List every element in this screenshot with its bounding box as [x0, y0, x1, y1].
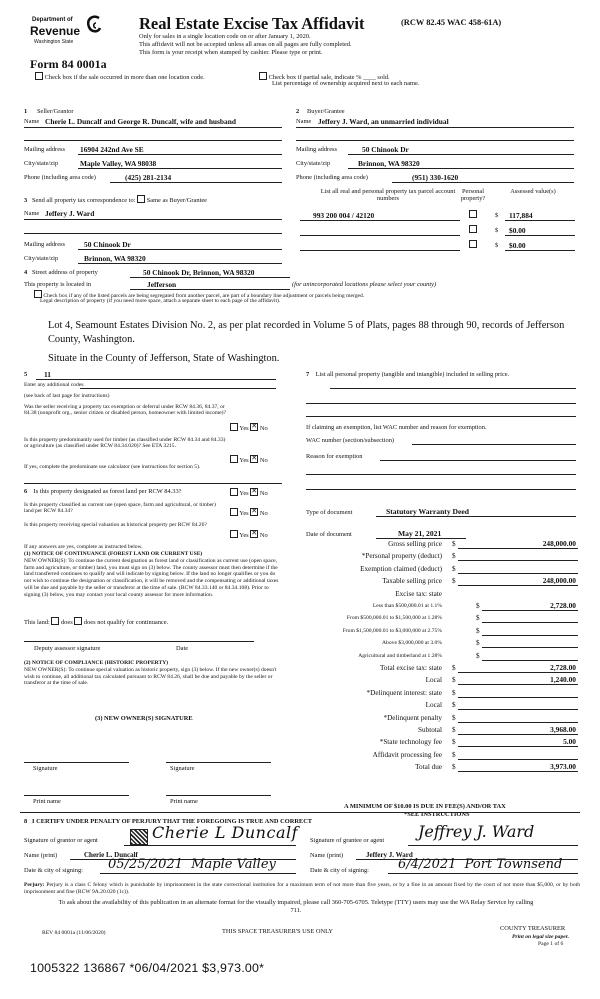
tax-row-value[interactable]: 248,000.00 [542, 539, 576, 548]
subtitle-3: This form is your receipt when stamped by cashier. Please type or print. [139, 49, 323, 56]
grantee-date-city[interactable]: 6/4/2021 Port Townsend [398, 857, 563, 872]
new-owner-signature-title: (3) NEW OWNER(S) SIGNATURE [95, 715, 193, 722]
s3-name-label: Name [24, 210, 40, 217]
doc-type-value[interactable]: Statutory Warranty Deed [386, 507, 469, 516]
form-title-ref: (RCW 82.45 WAC 458-61A) [401, 18, 502, 27]
s8-number: 8 [24, 818, 28, 825]
tax-dollar-sign: $ [452, 738, 456, 747]
tax-dollar-sign: $ [476, 614, 480, 623]
no-label: No [259, 490, 268, 497]
s2-phone-value[interactable]: (951) 330-1620 [412, 173, 459, 182]
s5-q1-answer [230, 423, 268, 432]
s7-number: 7 [306, 371, 310, 378]
tax-dollar-sign: $ [476, 639, 480, 648]
s4-legal-label: Legal description of property (if you need more space, attach a separate sheet to each page of the affidavit). [40, 298, 281, 304]
s2-phone-label: Phone (including area code) [296, 174, 368, 181]
assessed-value[interactable]: 117,884 [509, 211, 533, 220]
dept-line3: Washington State [34, 39, 74, 45]
s1-mail-label: Mailing address [24, 146, 65, 153]
s5-q2-answer [230, 455, 268, 464]
tax-dollar-sign: $ [452, 540, 456, 548]
s1-city-label: City/state/zip [24, 160, 59, 167]
tax-dollar-sign: $ [452, 552, 456, 561]
yes-label: Yes [239, 510, 249, 517]
tax-row-label: Local [425, 701, 442, 710]
deputy-signature-label: Deputy assessor signature [34, 645, 101, 652]
does-checkbox[interactable] [51, 617, 59, 625]
tax-row-label: Affidavit processing fee [372, 750, 442, 759]
tax-row-label: Less than $500,000.01 at 1.1% [372, 603, 442, 609]
no-label: No [259, 425, 268, 432]
personal-col-header: Personal property? [460, 188, 486, 203]
personal-property-checkbox[interactable] [469, 240, 477, 248]
print-name-label: Print name [33, 798, 61, 805]
s2-name-value[interactable]: Jeffery J. Ward, an unmarried individual [318, 117, 449, 126]
tax-row-label: Exemption claimed (deduct) [360, 564, 442, 573]
parcel-col-header: List all real and personal property tax parcel account numbers [320, 188, 456, 203]
tax-row-label: Taxable selling price [382, 577, 442, 586]
no-checkbox[interactable] [250, 455, 258, 463]
no-checkbox[interactable] [250, 488, 258, 496]
s1-city-value[interactable]: Maple Valley, WA 98038 [80, 159, 157, 168]
s6-question-3: Is this property receiving special valuation as historical property per RCW 84.26? [24, 522, 207, 528]
s3-mail-label: Mailing address [24, 241, 65, 248]
s1-mail-value[interactable]: 16904 242nd Ave SE [80, 145, 144, 154]
s4-address-value[interactable]: 50 Chinook Dr, Brinnon, WA 98320 [143, 268, 255, 277]
s4-location-value[interactable]: Jefferson [147, 280, 177, 289]
s6-question-2: Is this property classified as current use (open space, farm and agricultural, or timber) land per RCW 84.34? [24, 502, 216, 515]
notice-compliance-text: NEW OWNER(S): To continue special valuation as historic property, sign (3) below. If the new owner(s) doesn't wish to continue, all additional tax calculated pursuant to RCW 84.26, shall be due and payable by the seller or transferor at the time of sale. [24, 667, 277, 687]
yes-checkbox[interactable] [230, 488, 238, 496]
assessed-value[interactable]: $0.00 [509, 241, 526, 250]
sold-label: sold. [377, 74, 390, 81]
s6-q1-text: Is this property designated as forest land per RCW 84.33? [33, 488, 182, 495]
s5-code[interactable]: 11 [44, 370, 51, 379]
check-multi-label: Check box if the sale occurred in more than one location code. [44, 74, 205, 81]
wac-number-label: WAC number (section/subsection) [306, 437, 395, 444]
s3-city-label: City/state/zip [24, 255, 59, 262]
check-partial-sale[interactable]: Check box if partial sale, indicate % ____ sold. [259, 72, 390, 81]
does-label: does [60, 619, 73, 626]
tax-row-value[interactable]: 5.00 [563, 737, 576, 747]
s5-instructions: (see back of last page for instructions) [24, 393, 110, 399]
revenue-logo [30, 14, 100, 50]
situate-text: Situate in the County of Jefferson, State of Washington. [48, 353, 280, 364]
s2-city-label: City/state/zip [296, 160, 331, 167]
yes-label: Yes [239, 457, 249, 464]
tax-dollar-sign: $ [452, 577, 456, 586]
s2-mail-value[interactable]: 50 Chinook Dr [362, 145, 409, 154]
s3-name-value[interactable]: Jeffery J. Ward [45, 209, 95, 218]
grantor-name[interactable]: Cherie L. Duncalf [84, 851, 138, 859]
s6-q3-answer [230, 530, 268, 539]
tax-dollar-sign: $ [452, 688, 456, 697]
s1-name-value[interactable]: Cherie L. Duncalf and George R. Duncalf, wife and husband [45, 117, 236, 126]
notice-continuance-text: NEW OWNER(S): To continue the current designation as forest land or classification as current use (open space, farm and agriculture, or timber) land, you must sign on (3) below. The county assessor must then determine if the land transferred continues to qualify and will indicate by signing below. If the land no longer qualifies or you do not wish to continue the designation or classification, it will be removed and the compensating or additional taxes will be due and payable by the seller or transferor at the time of sale. (RCW 84.33.140 or 84.34.108). Prior to signing (3) below, you may contact your local county assessor for more information. [24, 558, 279, 598]
s2-name-label: Name [296, 118, 312, 125]
s2-city-value[interactable]: Brinnon, WA 98320 [358, 159, 420, 168]
tax-dollar-sign: $ [476, 651, 480, 660]
tax-row-value[interactable]: 2,728.00 [550, 601, 576, 610]
s3-city-value[interactable]: Brinnon, WA 98320 [84, 254, 146, 263]
subtitle-1: Only for sales in a single location code on or after January 1, 2020. [139, 33, 311, 40]
yes-label: Yes [239, 425, 249, 432]
tax-row-label: *State technology fee [379, 738, 442, 747]
notice-compliance-title: (2) NOTICE OF COMPLIANCE (HISTORIC PROPERTY) [24, 660, 169, 666]
s3-text: Send all property tax correspondence to: [32, 197, 136, 204]
partial-sale-checkbox[interactable] [259, 72, 267, 80]
perjury-notice [24, 882, 580, 896]
assessed-col-header: Assessed value(s) [510, 188, 556, 195]
does-not-label: does not qualify for continuance. [83, 619, 169, 626]
doc-type-label: Type of document [306, 509, 353, 516]
doc-date-value[interactable]: May 21, 2021 [398, 529, 442, 538]
s6-q2-answer [230, 508, 268, 517]
s5-question-1: Was the seller receiving a property tax exemption or deferral under RCW 84.36, 84.37, or 84.38 (nonprofit org., senior citizen or disabled person, homeowner with limited income)? [24, 404, 227, 417]
tax-row-value[interactable]: 3,973.00 [550, 762, 576, 772]
assessed-dollar: $ [495, 227, 499, 234]
minimum-due-notice: A MINIMUM OF $10.00 IS DUE IN FEE(S) AND/OR TAX [344, 803, 506, 810]
tax-row-label: Agricultural and timberland at 1.28% [358, 652, 442, 659]
no-label: No [259, 532, 268, 539]
signature-label: Signature [33, 765, 58, 772]
grantee-signature[interactable]: Jeffrey J. Ward [418, 822, 535, 841]
perjury-label: Perjury: [24, 882, 45, 888]
s3-same-label: Same as Buyer/Grantee [146, 197, 208, 204]
s6-question-1 [24, 488, 182, 495]
tax-row-label: Local [425, 676, 442, 685]
deputy-date-label: Date [176, 645, 189, 652]
no-checkbox[interactable] [250, 530, 258, 538]
s4-address-line [24, 269, 98, 276]
tax-row-label: *Delinquent interest: state [366, 688, 442, 697]
s2-mail-label: Mailing address [296, 146, 337, 153]
legal-description[interactable]: Lot 4, Seamount Estates Division No. 2, as per plat recorded in Volume 5 of Plats, pages 88 through 90, records of Jefferson County, Washington. [48, 320, 565, 345]
s4-location-label: This property is located in [24, 281, 92, 288]
s5-question-2: Is this property predominantly used for timber (as classified under RCW 84.34 and 84.33) or agriculture (as classified under RCW 84.34.020)? See ETA 3215. [24, 437, 226, 450]
tax-row-label: Total due [415, 763, 442, 772]
no-checkbox[interactable] [250, 508, 258, 516]
land-qualify [24, 617, 168, 626]
grantor-date-city[interactable]: 05/25/2021 Maple Valley [108, 857, 276, 872]
list-percentage: List percentage of ownership acquired next to each name. [272, 80, 420, 87]
assessed-value[interactable]: $0.00 [509, 226, 526, 235]
tax-row-value[interactable]: 3,968.00 [550, 725, 576, 734]
tax-row-label: From $1,500,000.01 to $3,000,000 at 2.75% [342, 627, 442, 634]
yes-label: Yes [239, 490, 249, 497]
s6-q1-answer [230, 488, 268, 497]
dept-line2: Revenue [30, 24, 81, 38]
s2-title: Buyer/Grantee [307, 108, 345, 115]
print-name-label: Print name [170, 798, 198, 805]
availability-notice: To ask about the availability of this publication in an alternate format for the visually impaired, please call 360-705-6705. Teletype (TTY) users may use the WA Relay Service by calling 711. [58, 899, 534, 914]
s8-title: I CERTIFY UNDER PENALTY OF PERJURY THAT THE FOREGOING IS TRUE AND CORRECT [32, 818, 313, 825]
yes-checkbox[interactable] [230, 423, 238, 431]
grantor-signature-label: Signature of grantor or agent [24, 837, 98, 844]
s1-phone-label: Phone (including area code) [24, 174, 96, 181]
grantee-name[interactable]: Jeffery J. Ward [366, 851, 413, 859]
doc-date-label: Date of document [306, 531, 352, 538]
s4-number: 4 [24, 269, 28, 276]
exemption-label: If claiming an exemption, list WAC number and reason for exemption. [306, 424, 487, 431]
tax-dollar-sign: $ [452, 701, 456, 710]
grantor-stamp-icon [130, 829, 148, 845]
tax-row-label: Excise tax: state [395, 589, 442, 598]
revision-number: REV 84 0001a (11/06/2020) [42, 930, 106, 936]
form-number: Form 84 0001a [30, 57, 107, 71]
no-label: No [259, 510, 268, 517]
assessed-dollar: $ [495, 242, 499, 249]
grantee-name-label: Name (print) [310, 852, 344, 859]
tax-row-label: Gross selling price [388, 540, 442, 548]
no-label: No [259, 457, 268, 464]
parcel-number[interactable]: 993 200 004 / 42120 [313, 211, 375, 220]
s2-number: 2 [296, 108, 300, 115]
tax-row-value[interactable]: 1,240.00 [550, 675, 576, 685]
personal-property-checkbox[interactable] [469, 225, 477, 233]
s5-additional-codes: Enter any additional codes [24, 382, 84, 388]
segregation-checkbox[interactable] [34, 290, 42, 298]
tax-row-value[interactable]: 248,000.00 [542, 576, 576, 586]
multi-location-checkbox[interactable] [35, 72, 43, 80]
s3-mail-value[interactable]: 50 Chinook Dr [84, 240, 131, 249]
tax-row-label: Above $3,000,000 at 3.0% [382, 640, 442, 647]
notice-continuance-title: (1) NOTICE OF CONTINUANCE (FOREST LAND OR CURRENT USE) [24, 551, 203, 557]
s4-seg-label: Check box if any of the listed parcels are being segregated from another parcel, are part of a boundary line adjustment or parcels being merged. [43, 293, 365, 299]
s4-address-label: Street address of property [32, 269, 98, 276]
county-treasurer: COUNTY TREASURER [500, 925, 566, 932]
page-number: Page 1 of 6 [538, 941, 564, 947]
s1-number: 1 [24, 108, 28, 115]
grantor-date-label: Date & city of signing: [24, 867, 83, 874]
subtitle-2: This affidavit will not be accepted unless all areas on all pages are fully completed. [139, 41, 352, 48]
check-partial-label: Check box if partial sale, indicate % [268, 74, 362, 81]
exemption-reason-label: Reason for exemption [306, 453, 363, 460]
receipt-stamp: 1005322 136867 *06/04/2021 $3,973.00* [30, 961, 265, 975]
tax-row-label: Subtotal [418, 726, 442, 734]
tax-row-label: *Personal property (deduct) [361, 552, 442, 561]
no-checkbox[interactable] [250, 423, 258, 431]
s3-line [24, 195, 207, 204]
tax-dollar-sign: $ [476, 602, 480, 610]
dept-line1: Department of [32, 17, 73, 23]
tax-row-label: From $500,000.01 to $1,500,000 at 1.28% [346, 615, 442, 622]
does-not-checkbox[interactable] [74, 617, 82, 625]
legal-paper-note: Print on legal size paper. [512, 934, 570, 940]
assessed-dollar: $ [495, 212, 499, 219]
tax-dollar-sign: $ [452, 564, 456, 573]
s4-location-note: (for unincorporated locations please select your county) [292, 281, 437, 288]
grantee-date-label: Date & city of signing: [310, 867, 369, 874]
s1-phone-value[interactable]: (425) 281-2134 [125, 173, 172, 182]
s7-text [306, 371, 576, 378]
tax-dollar-sign: $ [476, 626, 480, 635]
s5-number: 5 [24, 371, 28, 378]
s6-number: 6 [24, 488, 28, 495]
tax-dollar-sign: $ [452, 763, 456, 772]
land-label: This land: [24, 619, 50, 626]
tax-dollar-sign: $ [452, 664, 456, 672]
signature-label: Signature [170, 765, 195, 772]
tax-dollar-sign: $ [452, 713, 456, 722]
yes-label: Yes [239, 532, 249, 539]
tax-dollar-sign: $ [452, 726, 456, 734]
personal-property-checkbox[interactable] [469, 210, 477, 218]
tax-row-label: *Delinquent penalty [383, 713, 442, 722]
yes-checkbox[interactable] [230, 508, 238, 516]
s1-name-label: Name [24, 118, 40, 125]
revenue-swirl-icon [86, 14, 102, 36]
form-title: Real Estate Excise Tax Affidavit [139, 14, 365, 33]
see-instructions: *SEE INSTRUCTIONS [404, 811, 470, 818]
yes-checkbox[interactable] [230, 455, 238, 463]
s6-question-4: If any answers are yes, complete as instructed below. [24, 544, 143, 550]
s5-question-3: If yes, complete the predominate use calculator (see instructions for section 5). [24, 464, 201, 470]
yes-checkbox[interactable] [230, 530, 238, 538]
check-multi-location[interactable] [35, 72, 205, 81]
perjury-text: Perjury is a class C felony which is punishable by imprisonment in the state correctional institution for a maximum term of not more than five years, or by a fine in an amount fixed by the court of not more than $5,000, or by both imprisonment and fine (RCW 9A.20.020 (1c)). [24, 882, 580, 895]
tax-row-label: Total excise tax: state [380, 664, 442, 672]
s3-number: 3 [24, 197, 28, 204]
tax-dollar-sign: $ [452, 676, 456, 685]
treasurer-use-only: THIS SPACE TREASURER'S USE ONLY [222, 928, 333, 935]
grantor-name-label: Name (print) [24, 852, 58, 859]
tax-row-value[interactable]: 2,728.00 [550, 663, 576, 672]
s7-label: List all personal property (tangible and intangible) included in selling price. [315, 371, 510, 378]
s1-title: Seller/Grantor [37, 108, 74, 115]
grantee-signature-label: Signature of grantee or agent [310, 837, 385, 844]
tax-dollar-sign: $ [452, 750, 456, 759]
same-as-buyer-checkbox[interactable] [137, 195, 145, 203]
grantor-signature[interactable]: Cherie L Duncalf [152, 823, 299, 842]
